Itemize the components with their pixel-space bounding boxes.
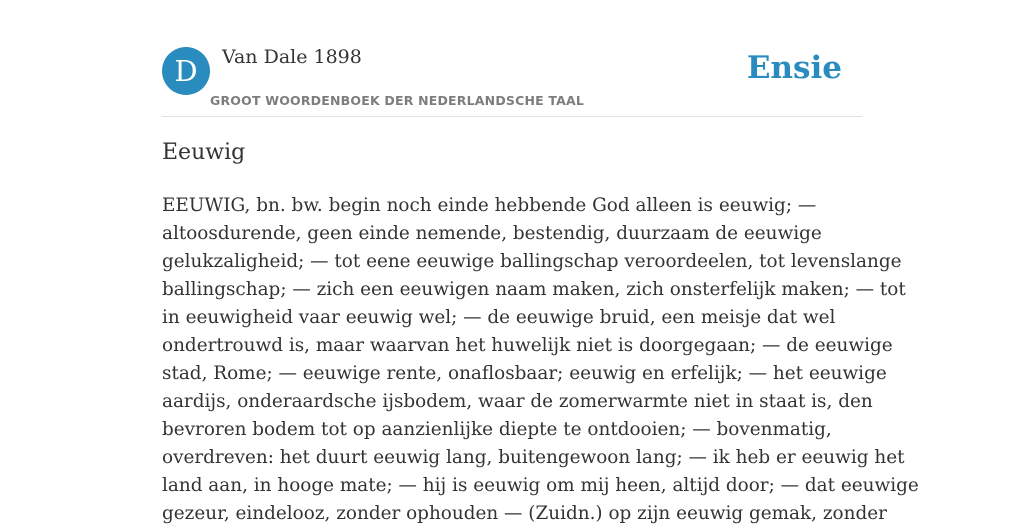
definition-line: overdreven: het duurt eeuwig lang, buitengewoon lang; — ik heb er eeuwig het bbox=[162, 447, 905, 468]
dictionary-name[interactable]: Van Dale 1898 bbox=[222, 46, 362, 68]
entry-title: Eeuwig bbox=[162, 140, 246, 165]
dictionary-logo[interactable]: D bbox=[162, 47, 210, 95]
dictionary-subtitle: GROOT WOORDENBOEK DER NEDERLANDSCHE TAAL bbox=[210, 93, 585, 108]
definition-line: land aan, in hooge mate; — hij is eeuwig om mij heen, altijd door; — dat eeuwige bbox=[162, 475, 919, 496]
entry-definition bbox=[162, 192, 919, 528]
definition-line: gelukzaligheid; — tot eene eeuwige ballingschap veroordeelen, tot levenslange bbox=[162, 251, 902, 272]
definition-line: in eeuwigheid vaar eeuwig wel; — de eeuwige bruid, een meisje dat wel bbox=[162, 307, 836, 328]
definition-line: bevroren bodem tot op aanzienlijke diepte te ontdooien; — bovenmatig, bbox=[162, 419, 832, 440]
definition-line: ondertrouwd is, maar waarvan het huwelijk niet is doorgegaan; — de eeuwige bbox=[162, 335, 893, 356]
definition-line: altoosdurende, geen einde nemende, bestendig, duurzaam de eeuwige bbox=[162, 223, 822, 244]
definition-line: gezeur, eindelooz, zonder ophouden — (Zuidn.) op zijn eeuwig gemak, zonder bbox=[162, 503, 887, 524]
definition-line: ballingschap; — zich een eeuwigen naam maken, zich onsterfelijk maken; — tot bbox=[162, 279, 906, 300]
brand-logo-link[interactable]: Ensie bbox=[746, 50, 842, 86]
definition-line: EEUWIG, bn. bw. begin noch einde hebbende God alleen is eeuwig; — bbox=[162, 195, 817, 216]
header bbox=[162, 44, 862, 117]
definition-line: aardijs, onderaardsche ijsbodem, waar de zomerwarmte niet in staat is, den bbox=[162, 391, 873, 412]
definition-line: stad, Rome; — eeuwige rente, onaflosbaar; eeuwig en erfelijk; — het eeuwige bbox=[162, 363, 887, 384]
